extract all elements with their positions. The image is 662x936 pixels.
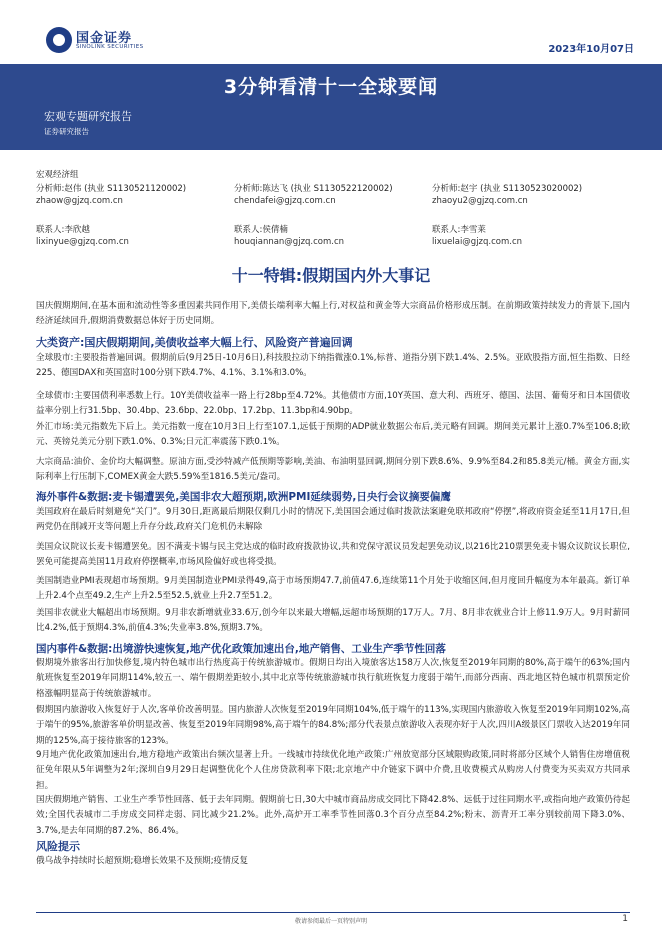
analyst-name: 赵伟 — [64, 184, 82, 194]
footer-divider — [36, 912, 630, 913]
contact-name: 李雪莱 — [460, 225, 486, 235]
brand-sub: SINOLINK SECURITIES — [76, 44, 144, 50]
contact-email-3[interactable]: lixuelai@gjzq.com.cn — [432, 237, 523, 247]
section-heading-assets: 大类资产:国庆假期期间,美债收益率大幅上行、风险资产普遍回调 — [36, 336, 353, 349]
paragraph-bonds: 全球债市:主要国债利率悉数上行。10Y美债收益率一路上行28bp至4.72%。其他债市方面,10Y英国、意大利、西班牙、德国、法国、葡萄牙和日本国债收益率分别上行31.5bp、30.4bp、23.6bp、22.0bp、17.2bp、11.3bp和4.90bp。 — [36, 391, 630, 417]
footer-disclaimer[interactable]: 敬请参阅最后一页特别声明 — [294, 918, 367, 925]
risk-text: 俄乌战争持续时长超预期;稳增长效果不及预期;疫情反复 — [36, 856, 249, 866]
report-type: 宏观专题研究报告 — [44, 110, 132, 123]
brand-name: 国金证券 — [76, 31, 133, 46]
brand-logo-icon — [46, 27, 72, 53]
section-heading-domestic: 国内事件&数据:出境游快速恢复,地产优化政策加速出台,地产销售、工业生产季节性回落 — [36, 643, 446, 655]
report-subtype: 证券研究报告 — [44, 127, 89, 136]
paragraph-travel: 假期境外旅客出行加快修复,境内特色城市出行热度高于传统旅游城市。假期日均出入境旅客达158万人次,恢复至2019年同期的80%,高于端午的63%;国内航班恢复至2019年同期114%,较五一、端午假期差距较小,其中北京等传统旅游城市执行航班恢复力度弱于端午,而部分西南、西北地区特色城市机票预定价格涨幅明显高于传统旅游城市。 — [36, 658, 630, 699]
paragraph-equities: 全球股市:主要股指普遍回调。假期前后(9月25日-10月6日),科技股拉动下纳指微涨0.1%,标普、道指分别下跌1.4%、2.5%。亚欧股指方面,恒生指数、日经225、德国DAX和英国富时100分别下跌4.7%、4.1%、3.1%和3.0%。 — [36, 353, 630, 379]
paragraph-fx: 外汇市场:美元指数先下后上。美元指数一度在10月3日上行至107.1,远低于预期的ADP就业数据公布后,美元略有回调。期间美元累计上涨0.7%至106.8;欧元、英镑兑美元分别下跌1.0%、0.3%;日元汇率震荡下跌0.1%。 — [36, 422, 630, 448]
analyst-cert: (执业 S1130523020002) — [480, 184, 583, 194]
contact-email-1[interactable]: lixinyue@gjzq.com.cn — [36, 237, 129, 247]
contact-1 — [36, 223, 90, 235]
paragraph-shutdown: 美国政府在最后时刻避免“关门”。9月30日,距离最后期限仅剩几小时的情况下,美国国会通过临时拨款法案避免联邦政府“停摆”,将政府资金延至11月17日,但两党仍在削减开支等问题上升存分歧,政府关门危机仍未解除 — [36, 507, 630, 533]
report-date: 2023年10月07日 — [548, 44, 634, 55]
analyst-name: 陈达飞 — [262, 184, 288, 194]
page-number: 1 — [622, 914, 628, 924]
intro-paragraph: 国庆假期期间,在基本面和流动性等多重因素共同作用下,美债长端利率大幅上行,对权益和黄金等大宗商品价格形成压制。在前期政策持续发力的背景下,国内经济延续回升,假期消费数据总体好于历史同期。 — [36, 301, 630, 327]
paragraph-pmi: 美国制造业PMI表现超市场预期。9月美国制造业PMI录得49,高于市场预期47.7,前值47.6,连续第11个月处于收缩区间,但月度回升幅度为本年最高。新订单上升2.4个点至49.2,生产上升2.5至52.5,就业上升2.7至51.2。 — [36, 576, 630, 602]
contact-email-2[interactable]: houqiannan@gjzq.com.cn — [234, 237, 345, 247]
paragraph-commodities: 大宗商品:油价、金价均大幅调整。原油方面,受沙特减产低预期等影响,美油、布油明显回调,期间分别下跌8.6%、9.9%至84.2和85.8美元/桶。黄金方面,实际利率上行压制下,COMEX黄金大跌5.59%至1816.5美元/盎司。 — [36, 457, 630, 483]
paragraph-property-policy: 9月地产优化政策加速出台,地方稳地产政策出台频次显著上升。一线城市持续优化地产政策:广州放宽部分区域限购政策,同时将部分区域个人销售住房增值税征免年限从5年调整为2年;深圳自9月29日起调整优化个人住房贷款利率下限;北京地产中介链家下调中介费,且收费模式从购房人付费变为买卖双方共同承担。 — [36, 750, 630, 791]
analyst-email-2[interactable]: chendafei@gjzq.com.cn — [234, 196, 336, 206]
contact-name: 侯倩楠 — [262, 225, 288, 235]
analyst-group-label: 宏观经济组 — [36, 170, 79, 180]
section-heading-overseas: 海外事件&数据:麦卡锡遭罢免,美国非农大超预期,欧洲PMI延续弱势,日央行会议摘要偏鹰 — [36, 491, 451, 503]
contact-role: 联系人: — [432, 225, 461, 235]
report-title: 3分钟看清十一全球要闻 — [223, 76, 439, 98]
analyst-role: 分析师: — [432, 184, 461, 194]
analyst-email-3[interactable]: zhaoyu2@gjzq.com.cn — [432, 196, 528, 206]
paragraph-nonfarm: 美国非农就业大幅超出市场预期。9月非农新增就业33.6万,创今年以来最大增幅,远超市场预期的17万人。7月、8月非农就业合计上修11.9万人。9月时薪同比4.2%,低于预期4.3%,前值4.3%;失业率3.8%,预期3.7%。 — [36, 608, 630, 634]
analyst-name: 赵宇 — [460, 184, 478, 194]
header-banner — [0, 0, 662, 150]
analyst-role: 分析师: — [234, 184, 263, 194]
analyst-cert: (执业 S1130521120002) — [84, 184, 187, 194]
contact-name: 李欣越 — [64, 225, 90, 235]
analyst-2 — [234, 182, 393, 194]
section-heading-risk: 风险提示 — [36, 840, 80, 853]
paragraph-tourism-revenue: 假期国内旅游收入恢复好于人次,客单价改善明显。国内旅游人次恢复至2019年同期104%,低于端午的113%,实现国内旅游收入恢复至2019年同期102%,高于端午的95%,旅游客单价明显改善、恢复至2019年同期98%,高于端午的84.8%;部分代表景点旅游收入表现亦好于人次,四川A级景区门票收入达2019年同期的125%,高于接待旅客的123%。 — [36, 705, 630, 746]
analyst-role: 分析师: — [36, 184, 65, 194]
contact-2 — [234, 223, 288, 235]
analyst-email-1[interactable]: zhaow@gjzq.com.cn — [36, 196, 123, 206]
analyst-1 — [36, 182, 186, 194]
paragraph-sales-production: 国庆假期地产销售、工业生产季节性回落、低于去年同期。假期前七日,30大中城市商品房成交同比下降42.8%、远低于过往同期水平,或指向地产政策仍待起效;全国代表城市二手房成交同样走弱、同比减少21.2%。此外,高炉开工率季节性回落0.3个百分点至84.2%;粉末、沥青开工率分别较前周下降3.0%、3.7%,是去年同期的87.2%、86.4%。 — [36, 795, 630, 836]
paragraph-mccarthy: 美国众议院议长麦卡锡遭罢免。因不满麦卡锡与民主党达成的临时政府拨款协议,共和党保守派议员发起罢免动议,以216比210票罢免麦卡锡众议院议长职位,罢免可能提高美国11月政府停摆概率,市场风险偏好或也将受损。 — [36, 542, 630, 568]
contact-role: 联系人: — [234, 225, 263, 235]
main-heading: 十一特辑:假期国内外大事记 — [231, 266, 431, 285]
contact-role: 联系人: — [36, 225, 65, 235]
analyst-cert: (执业 S1130522120002) — [290, 184, 393, 194]
analyst-3 — [432, 182, 582, 194]
contact-3 — [432, 223, 486, 235]
